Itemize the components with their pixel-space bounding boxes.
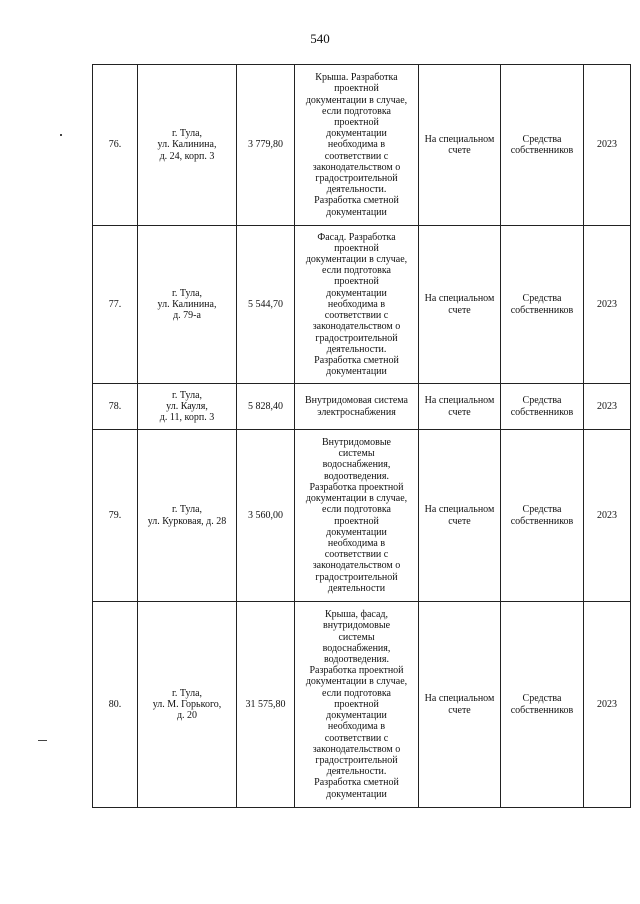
work-line: Крыша. Разработка [315,72,398,84]
cost-cell: 3 779,80 [237,65,295,226]
page-number: 540 [310,31,330,46]
work-line: водоснабжения, [322,459,391,471]
year-cell: 2023 [584,65,631,226]
work-line: проектной [334,276,379,288]
work-line: соответствии с [324,549,389,561]
work-line: внутридомовые [322,620,391,632]
work-description-cell [295,65,419,226]
work-line: градостроительной [315,173,398,184]
work-description-cell [295,384,419,430]
funding-source-cell [501,65,584,226]
row-number: 77. [93,226,138,384]
work-line: документации [326,287,387,299]
work-line: необходима в [327,139,386,151]
table-row [93,226,631,384]
row-number: 78. [93,384,138,430]
account-line: счете [448,704,471,716]
address-line: ул. Калинина, [157,298,217,310]
work-line: документации в случае, [305,94,408,106]
work-line: электроснабжения [317,406,396,418]
work-line: проектной [334,83,379,95]
work-line: законодательством о [312,321,401,333]
account-cell [419,430,501,602]
work-line: если подготовка [322,105,391,117]
account-line: счете [448,145,471,156]
address-cell [138,384,237,430]
source-line: Средства [522,133,562,145]
year-cell: 2023 [584,602,631,808]
work-line: водоотведения. [324,470,389,482]
work-line: если подготовка [322,265,391,277]
address-line: ул. Кауля, [166,400,208,412]
repair-works-table [92,64,631,808]
work-line: документации в случае, [305,676,408,688]
work-line: Разработка проектной [309,665,404,677]
work-line: водоотведения. [324,654,389,666]
work-description-cell [295,430,419,602]
work-line: водоснабжения, [322,642,391,654]
funding-source-cell [501,602,584,808]
account-line: На специальном [424,293,495,305]
account-line: На специальном [424,133,495,145]
address-line: г. Тула, [171,389,203,401]
account-cell [419,384,501,430]
work-line: документации [326,128,387,140]
source-line: собственников [510,145,574,156]
source-line: Средства [522,395,562,407]
work-line: Внутридомовые [322,437,391,449]
address-line: г. Тула, [171,128,203,140]
account-line: счете [448,406,471,418]
account-cell [419,226,501,384]
work-line: Фасад. Разработка [317,231,396,243]
work-line: законодательством о [312,560,401,572]
cost-cell: 31 575,80 [237,602,295,808]
work-line: документации в случае, [305,493,408,505]
address-cell [138,602,237,808]
work-description-cell [295,602,419,808]
account-line: На специальном [424,395,495,407]
address-line: г. Тула, [171,687,203,699]
address-cell [138,65,237,226]
work-line: соответствии с [324,150,389,162]
source-line: Средства [522,693,562,705]
cost-cell: 5 828,40 [237,384,295,430]
work-line: Внутридомовая система [305,395,408,407]
address-line: ул. Калинина, [157,139,217,151]
address-line: д. 79-а [173,310,201,322]
scan-mark [60,134,62,136]
source-line: Средства [522,293,562,305]
address-cell [138,226,237,384]
year-cell: 2023 [584,226,631,384]
account-line: На специальном [424,504,495,516]
work-line: если подготовка [322,687,391,699]
work-line: Разработка сметной [314,195,399,207]
address-line: д. 20 [176,710,198,722]
work-line: градостроительной [315,332,398,344]
work-line: соответствии с [324,732,389,744]
row-number: 79. [93,430,138,602]
year-cell: 2023 [584,430,631,602]
work-line: деятельности. [326,766,387,778]
work-line: деятельности. [326,343,387,355]
account-cell [419,602,501,808]
work-line: проектной [334,242,379,254]
account-line: счете [448,515,471,527]
work-line: деятельности. [326,184,387,196]
cost-cell: 3 560,00 [237,430,295,602]
work-line: проектной [334,515,379,527]
source-line: собственников [510,406,574,418]
work-line: системы [338,448,375,460]
cost-cell: 5 544,70 [237,226,295,384]
address-line: г. Тула, [171,504,203,516]
work-line: Крыша, фасад, [324,609,389,621]
address-line: ул. Курковая, д. 28 [147,515,227,527]
account-line: счете [448,304,471,316]
work-line: документации [326,710,387,722]
funding-source-cell [501,384,584,430]
work-line: необходима в [327,537,386,549]
work-line: проектной [334,698,379,710]
address-line: д. 11, корп. 3 [159,412,215,424]
account-line: На специальном [424,693,495,705]
work-line: документации [326,788,387,800]
source-line: Средства [522,504,562,516]
work-line: системы [338,631,375,643]
address-line: д. 24, корп. 3 [159,150,215,162]
work-line: документации в случае, [305,254,408,266]
source-line: собственников [510,704,574,716]
work-line: проектной [334,116,379,128]
work-line: деятельности [327,582,386,594]
table-row [93,430,631,602]
source-line: собственников [510,304,574,316]
work-line: законодательством о [312,743,401,755]
work-line: если подготовка [322,504,391,516]
table-row [93,65,631,226]
row-number: 76. [93,65,138,226]
work-line: Разработка сметной [314,777,399,789]
work-line: законодательством о [312,161,401,173]
address-line: ул. М. Горького, [152,698,222,710]
work-line: необходима в [327,721,386,733]
work-line: Разработка сметной [314,354,399,366]
account-cell [419,65,501,226]
work-description-cell [295,226,419,384]
work-line: Разработка проектной [309,481,404,493]
year-cell: 2023 [584,384,631,430]
scan-mark [38,740,47,741]
funding-source-cell [501,226,584,384]
funding-source-cell [501,430,584,602]
work-line: градостроительной [315,754,398,766]
address-cell [138,430,237,602]
source-line: собственников [510,515,574,527]
work-line: документации [326,366,387,378]
row-number: 80. [93,602,138,808]
table-row [93,384,631,430]
work-line: документации [326,526,387,538]
work-line: документации [326,206,387,218]
work-line: градостроительной [315,571,398,583]
table-row [93,602,631,808]
work-line: необходима в [327,298,386,310]
work-line: соответствии с [324,310,389,322]
address-line: г. Тула, [171,287,203,299]
